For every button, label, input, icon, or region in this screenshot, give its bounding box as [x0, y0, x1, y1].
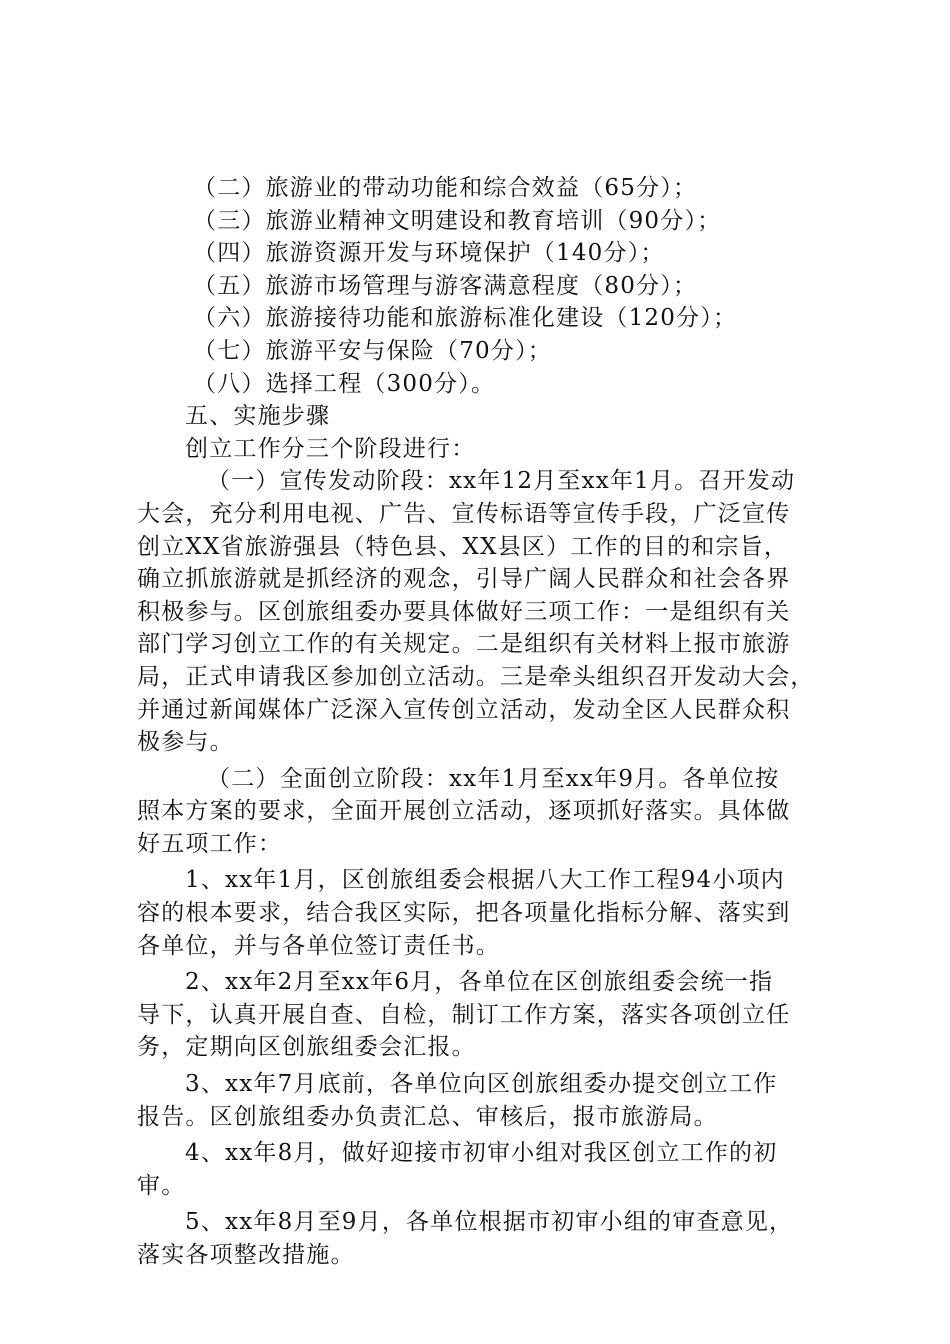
section-intro: 创立工作分三个阶段进行： [185, 435, 476, 462]
paragraph-line: 极参与。 [137, 729, 234, 756]
task2-paragraph [137, 966, 845, 1064]
paragraph-line: 积极参与。区创旅组委办要具体做好三项工作：一是组织有关 [137, 598, 791, 625]
paragraph-line: 务，定期向区创旅组委会汇报。 [137, 1034, 476, 1061]
stage1-paragraph [137, 465, 845, 758]
paragraph-line: 落实各项整改措施。 [137, 1242, 355, 1268]
paragraph-line: 各单位，并与各单位签订责任书。 [137, 932, 500, 959]
paragraph-line: 部门学习创立工作的有关规定。二是组织有关材料上报市旅游 [137, 631, 791, 658]
criteria-item: （七）旅游平安与保险（70分）； [193, 337, 552, 364]
paragraph-line: 确立抓旅游就是抓经济的观念，引导广阔人民群众和社会各界 [137, 566, 791, 593]
paragraph-line: 3、xx年7月底前，各单位向区创旅组委办提交创立工作 [185, 1071, 778, 1098]
criteria-item: （四）旅游资源开发与环境保护（140分）； [193, 240, 665, 267]
paragraph-line: 并通过新闻媒体广泛深入宣传创立活动，发动全区人民群众积 [137, 696, 791, 723]
task5-paragraph [137, 1206, 845, 1271]
paragraph-line: （二）全面创立阶段：xx年1月至xx年9月。各单位按 [207, 765, 780, 792]
document-body [137, 172, 845, 1272]
task4-paragraph [137, 1137, 845, 1202]
paragraph-line: 报告。区创旅组委办负责汇总、审核后，报市旅游局。 [137, 1103, 718, 1130]
criteria-item: （五）旅游市场管理与游客满意程度（80分）； [193, 272, 698, 299]
paragraph-line: 审。 [137, 1172, 186, 1199]
paragraph-line: 导下，认真开展自查、自检，制订工作方案，落实各项创立任 [137, 1001, 791, 1028]
task1-paragraph [137, 864, 845, 962]
stage2-paragraph [137, 763, 845, 861]
task3-paragraph [137, 1068, 845, 1133]
paragraph-line: 1、xx年1月，区创旅组委会根据八大工作工程94小项内 [185, 867, 785, 894]
paragraph-line: 照本方案的要求，全面开展创立活动，逐项抓好落实。具体做 [137, 798, 791, 825]
paragraph-line: 创立XX省旅游强县（特色县、XX县区）工作的目的和宗旨， [137, 533, 789, 560]
paragraph-line: 5、xx年8月至9月，各单位根据市初审小组的审查意见， [185, 1209, 794, 1236]
paragraph-line: 4、xx年8月，做好迎接市初审小组对我区创立工作的初 [185, 1140, 778, 1167]
criteria-list [137, 172, 845, 400]
paragraph-line: 2、xx年2月至xx年6月，各单位在区创旅组委会统一指 [185, 969, 774, 996]
paragraph-line: （一）宣传发动阶段：xx年12月至xx年1月。召开发动 [207, 468, 796, 495]
paragraph-line: 容的根本要求，结合我区实际，把各项量化指标分解、落实到 [137, 900, 791, 927]
paragraph-line: 局，正式申请我区参加创立活动。三是牵头组织召开发动大会， [137, 663, 815, 690]
paragraph-line: 大会，充分利用电视、广告、宣传标语等宣传手段，广泛宣传 [137, 500, 791, 527]
criteria-item: （六）旅游接待功能和旅游标准化建设（120分）； [193, 305, 738, 332]
section-heading-block [137, 400, 845, 465]
section-heading: 五、实施步骤 [185, 403, 331, 430]
paragraph-line: 好五项工作： [137, 830, 283, 857]
criteria-item: （二）旅游业的带动功能和综合效益（65分）； [193, 175, 698, 201]
criteria-item: （三）旅游业精神文明建设和教育培训（90分）； [193, 207, 722, 234]
criteria-item: （八）选择工程（300分）。 [193, 370, 496, 397]
